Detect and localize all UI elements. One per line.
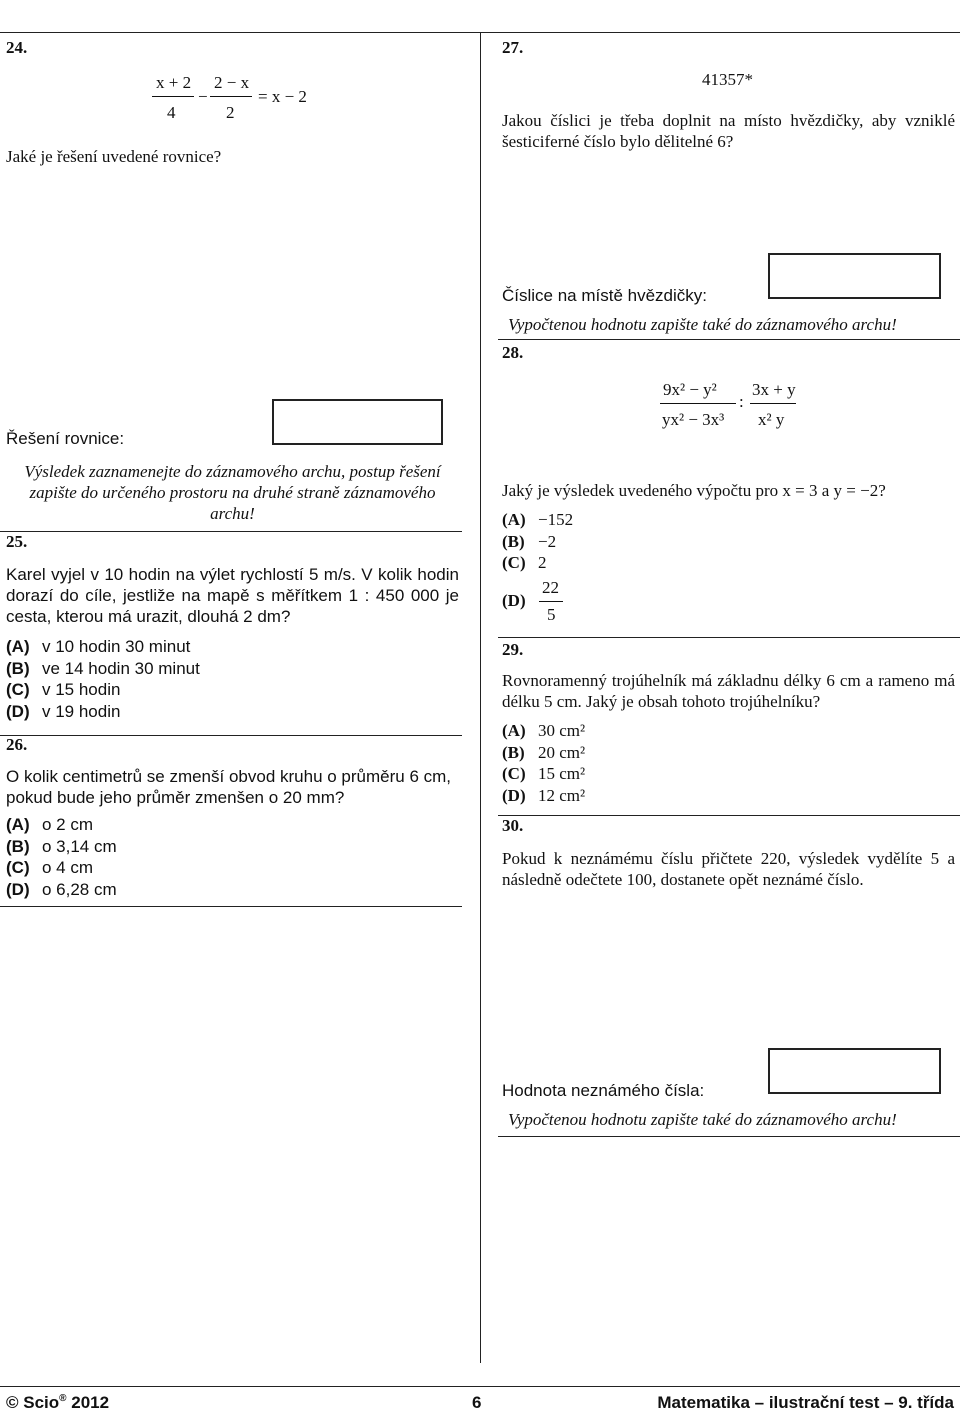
q27-text: Jakou číslici je třeba doplnit na místo hvězdičky, aby vzniklé šesticiferné číslo bylo dělitelné 6? [502,111,955,151]
q24-instruction: Výsledek zaznamenejte do záznamového archu, postup řešení zapište do určeného prostoru na druhé straně záznamového archu! [24,462,441,523]
rule-before-q29 [498,637,960,638]
q27-number-value: 41357* [702,70,753,89]
q28-frac2-bar [750,403,796,404]
q26-options [6,814,117,900]
q26-option-b[interactable]: (B) o 3,14 cm [6,836,117,856]
q26-option-a[interactable]: (A) o 2 cm [6,815,94,834]
q28-frac2-numerator: 3x + y [752,380,796,399]
q26-text: O kolik centimetrů se zmenší obvod kruhu o průměru 6 cm, pokud bude jeho průměr zmenšen o 20 mm? [6,767,452,807]
q28-colon: : [739,392,744,411]
rule-before-q25 [0,531,462,532]
q28-frac1-bar [660,403,736,404]
q29-option-b[interactable]: (B) 20 cm² [502,742,586,762]
footer-title: Matematika – ilustrační test – 9. třída [657,1393,954,1412]
q25-text: Karel vyjel v 10 hodin na výlet rychlostí 5 m/s. V kolik hodin dorazí do cíle, jestliže na mapě s měřítkem 1 : 450 000 je cesta, kterou má urazit, dlouhá 2 dm? [6,565,459,626]
q28-frac1-numerator: 9x² − y² [663,380,717,399]
q28-number: 28. [502,343,524,362]
q26-option-c[interactable]: (C) o 4 cm [6,858,94,877]
q28-frac2-denominator: x² y [758,410,785,429]
q30-number: 30. [502,816,524,835]
q24-frac2-bar [210,96,252,97]
q25-option-d[interactable]: (D) v 19 hodin [6,701,121,721]
q29-text: Rovnoramenný trojúhelník má základnu délky 6 cm a rameno má délku 5 cm. Jaký je obsah tohoto trojúhelníku? [502,671,955,711]
q24-answer-label: Řešení rovnice: [6,429,125,448]
q24-question: Jaké je řešení uvedené rovnice? [6,147,222,166]
q28-option-b[interactable]: (B) −2 [502,531,557,551]
q30-text: Pokud k neznámému číslu přičtete 220, výsledek vydělíte 5 a následně odečtete 100, dostanete opět neznámé číslo. [502,849,955,889]
rule-before-q30 [498,815,960,816]
q28-option-d-numerator: 22 [542,578,559,597]
q28-options [502,509,573,574]
q29-number: 29. [502,640,524,659]
q28-option-a[interactable]: (A) −152 [502,510,574,529]
q25-options [6,636,200,722]
q27-answer-label: Číslice na místě hvězdičky: [502,286,708,305]
q24-frac2-numerator: 2 − x [214,73,250,92]
rule-before-q26 [0,735,462,736]
q25-option-a[interactable]: (A) v 10 hodin 30 minut [6,637,191,656]
footer-rule [0,1386,960,1387]
q30-instruction: Vypočtenou hodnotu zapište také do záznamového archu! [508,1110,897,1129]
q24-frac1-numerator: x + 2 [156,73,192,92]
q28-option-c[interactable]: (C) 2 [502,553,547,572]
q28-option-d-denominator: 5 [547,605,556,624]
rule-before-q28 [498,339,960,340]
q24-number: 24. [6,38,28,57]
q29-options [502,720,585,806]
rule-end-left [0,906,462,907]
q28-option-d-bar [539,601,563,602]
q25-option-b[interactable]: (B) ve 14 hodin 30 minut [6,658,200,678]
q24-rhs: = x − 2 [258,87,307,106]
footer-page-number: 6 [472,1393,482,1412]
q28-text: Jaký je výsledek uvedeného výpočtu pro x = 3 a y = −2? [502,481,886,500]
q26-option-d[interactable]: (D) o 6,28 cm [6,879,117,899]
q30-answer-label: Hodnota neznámého čísla: [502,1081,705,1100]
q27-instruction: Vypočtenou hodnotu zapište také do záznamového archu! [508,315,897,334]
column-divider [480,33,481,1363]
q24-frac1-bar [152,96,194,97]
rule-end-right [498,1136,960,1137]
q26-number: 26. [6,735,28,754]
footer-brand: © Scio® 2012 [6,1393,110,1412]
q24-frac1-denominator: 4 [167,103,176,122]
q29-option-d[interactable]: (D) 12 cm² [502,785,586,805]
top-rule [0,32,960,33]
q30-answer-box[interactable] [768,1048,941,1094]
q24-minus: − [198,87,208,106]
q25-option-c[interactable]: (C) v 15 hodin [6,680,121,699]
q28-option-d[interactable]: (D) 22 5 [502,578,582,628]
q24-frac2-denominator: 2 [226,103,235,122]
q27-answer-box[interactable] [768,253,941,299]
q25-number: 25. [6,532,28,551]
q28-frac1-denominator: yx² − 3x³ [662,410,725,429]
q27-number: 27. [502,38,524,57]
q29-option-a[interactable]: (A) 30 cm² [502,721,586,740]
q24-answer-box[interactable] [272,399,443,445]
q29-option-c[interactable]: (C) 15 cm² [502,764,586,783]
